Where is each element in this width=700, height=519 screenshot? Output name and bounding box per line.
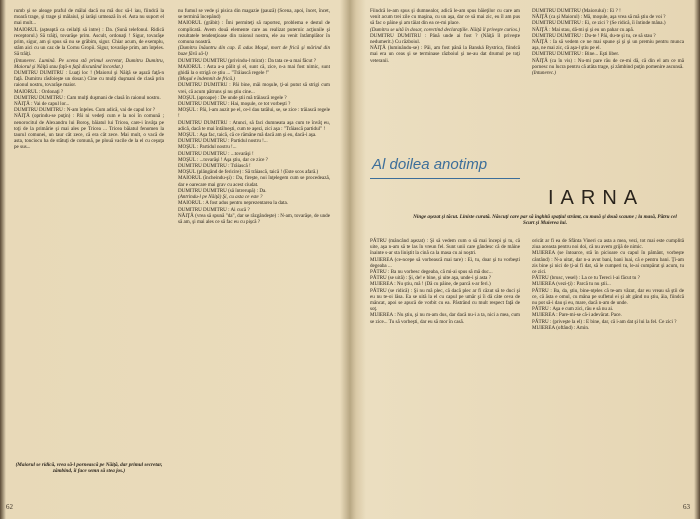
paragraph: rumb şi se aleage praful de mălai dacă nu mă duc să-l iau, fiindcă la moară trage, şi trage şi mălaiul, şi iarăşi urmează în el. Asta nu suport el mai mult... bbox=[14, 8, 164, 27]
paragraph: NĂIŢĂ : Ia să vedem ce ne mai spune şi şi şi un premiu pentru munca aşa, ne mai zic, că aşa-l ştiu pe el. bbox=[532, 39, 684, 52]
paragraph: MOŞUL (plângând de fericire) : Să trăiască, taică ! (Este scos afară.) bbox=[178, 169, 319, 176]
paragraph: oricât ar fi ea de Sfânta Vineri ca asta a mea, vezi, tot mai este cumplită ziua aceasta pentru noi doi, că nu avem grijă de nimic. bbox=[532, 238, 684, 251]
paragraph: MAIORUL : A fost adus pentru neprezentarea la data. bbox=[178, 200, 288, 207]
paragraph: NĂIŢĂ (ca în vis) : Nu-mi pare rău de ce-mi dă, că din el am ce mă pornesc nu lucra pentru că atâta trage, şi zâmbind puţin pomenire ascunsă. bbox=[532, 57, 684, 70]
right-column-3 bbox=[370, 238, 520, 325]
section-heading: Al doilea anotimp bbox=[372, 156, 488, 173]
page-number-left: 62 bbox=[6, 503, 13, 511]
paragraph: PĂTRU (brusc, vesel) : La ce tu Tereci l-ai făcut tu ? bbox=[532, 275, 640, 282]
paragraph: MUIEREA : Nu ştiu, mă ! (Dă cu pâine, de parcă s-ar feri.) bbox=[370, 281, 491, 288]
paragraph: (Intunerec. Lumină. Pe scena stă primul secretar, Dumitru Dumitru, Maiorul şi Năiţă stau faţă-n faţă discutând încordat.) bbox=[14, 57, 164, 70]
paragraph: (Antrindu-l pe Năiţă) Şi, cu asta ce este ? bbox=[178, 194, 263, 201]
paragraph: DUMITRU DUMITRU : Ei, ce zici ? (Se ridică, îi întinde mâna.) bbox=[532, 20, 666, 27]
paragraph: PĂTRU : Ba nu vorbesc degeaba, că mi-ai spus să mă duc... bbox=[370, 269, 493, 276]
paragraph: MOŞUL : ...tovarăşi ! Aşa ştiu, dar ce zice ? bbox=[178, 156, 268, 163]
paragraph: PĂTRU : (priveşte la el) : E bine, dar, că i-am dat şi lui la fel. Ce zici ? bbox=[532, 318, 677, 325]
paragraph: PĂTRU (se uită) : Şi, de! e bine, şi uite aşa, unde-i şi asta ? bbox=[370, 275, 491, 282]
right-column-4 bbox=[532, 238, 684, 331]
heading-rule bbox=[370, 178, 520, 179]
paragraph: MAIORUL : Asta a-a pălit şi el, sunt că, zice, n-a mai fost nimic, sunt ghidă la o strigă ce ştiu ... "Trăiască regele !" bbox=[178, 63, 330, 77]
paragraph: MOŞUL : Partidul nostru !... bbox=[178, 144, 237, 151]
right-column-1 bbox=[370, 8, 520, 64]
paragraph: MAIORUL (încheindu-şi) : Da, fireşte, noi înţelegem cum se procedează, dar e oarecare mai grav cu acest ciudat. bbox=[178, 175, 330, 188]
paragraph: DUMITRU DUMITRU : Păi bine, măi moşule, ţi-ai putut să strigi cum vrei, că acum pătruns şi nu ştiu cine... bbox=[178, 82, 330, 95]
paragraph: Fiindcă le-am spus şi dumnealor, adică le-am spus băieţilor cu care am venit acum trei zile cu maşina, cu un aşa, dar ce să mai zic, eu îl am pus să fac o pâine şi am tăiat din ea ce-mi place. bbox=[370, 8, 520, 27]
paragraph: nu fumul se vede şi pisica din magazie (pauză) (Scena, apoi, încet, încet, se termină începând) bbox=[178, 8, 330, 21]
paragraph: PĂTRU (mâncând aşezat) : Şi să vedem cum o să mai începi şi tu, că uite, aşa n-am să te las în vreun fel. Sunt unii care gândesc că de mâine înainte s-ar sta liniştit la cină ca la masa cu ai noştri. bbox=[370, 238, 520, 257]
paragraph: DUMITRU DUMITRU : ...tovarăşi ! bbox=[178, 150, 254, 157]
paragraph: (Dumitru se uită în dosar, corectind declaraţiile. Năiţă îl priveşte curios.) bbox=[370, 26, 520, 33]
paragraph: NĂIŢĂ : Vai de capul lor... bbox=[14, 101, 70, 108]
paragraph: MUIEREA : Pare-mi-se că-i adevărat. Pace. bbox=[532, 312, 622, 319]
paragraph: NĂIŢĂ (ca şi Maiorul) : Mă, moşule, aşa vrea să mă ştiu de voi ? bbox=[532, 14, 666, 21]
paragraph: DUMITRU DUMITRU : Trăiască ! bbox=[178, 163, 251, 170]
paragraph: DUMITRU DUMITRU : Partidul nostru !... bbox=[178, 138, 268, 145]
paragraph: (Intunerec.) bbox=[532, 70, 556, 77]
paragraph: MUIEREA (oftând) : Amin. bbox=[532, 324, 590, 331]
paragraph: MAIORUL : Ordonaţi ? bbox=[14, 88, 64, 95]
stage-direction: (Maiorul se ridică, vrea să-l pornească pe Năiţă, dar primul secretar, zâmbind, îi face semn să stea jos.) bbox=[15, 462, 163, 475]
paragraph: PĂTRU (se ridică) : Şi nu mă plec, că dacă plec ar fi căzut să te duci şi eu nu te-oi lăsa. Ea se uită la el cu capul pe umăr şi îi dă câte ceva de mâncat, apoi se apucă de vorbit cu ea. Păstrând cu mult respect faţă de soţ. bbox=[370, 287, 520, 313]
paragraph: MOŞUL (aproape) : De unde ştii mă trăiască regele ? bbox=[178, 94, 287, 101]
paragraph: (Dumitru înăuntru din cap. E adus Moşul, mort de frică şi mărind din buze fără să-l) bbox=[178, 45, 330, 58]
paragraph: NĂIŢĂ (oprindu-se puţin) : Păi ni vedeţi cum e la noi în comună ; nenorocitul de Alexandru lui Boroş, băiatul lui Tricea, care-i învăţa pe toţi de la primărie şi mai ales pe Tricea ... Tricea băiatul fenomen la taurul comunei, un taur cât zece, că era cât zece. Mai mult, o vacă de asta, tonciocu ha de stătuţi de comună, pe plouă vacile de la el cu ceşuţa pe sus... bbox=[14, 113, 164, 151]
paragraph: NĂIŢĂ (vrea să spună "da", dar se răzgândeşte) : N-am, tovarăşe, de unde să am, şi mai ales ce să fac eu cu pişcă ? bbox=[178, 212, 330, 225]
paragraph: (Moşul e îndemnit de frică.) bbox=[178, 76, 236, 83]
paragraph: MOŞUL : Păi, l-am auzit pe el, ce-l dau tatălui, se, se zice : trăiască regele ! bbox=[178, 107, 330, 120]
paragraph: MAIORUL (aşteaptă ca ceilalţi să intre) : Da. (Sună telefonul. Ridică receptorul.) Să trăiţi, tovarăşe prim. Ascult, ordonaţi ! Sigur, tovarăşe prim, sigur, am şi spus să nu se grăbim, sigur. Chiar acum, de exemplu, stăm aici cu un caz de la Cornu Gropii. Sigur, tovarăşe prim, am înţeles. Să trăiţi. bbox=[14, 26, 164, 58]
paragraph: DUMITRU DUMITRU : Luaţi loc ! (Maiorul şi Năiţă se aşază faţă-n faţă. Dumitru răsfoieşte un dosar.) Cine cu mulţi duşmani de clasă prin raionul nostru, tovarăşe maior. bbox=[14, 70, 164, 89]
paragraph: DUMITRU DUMITRU : Atunci, să faci dumneata aşa cum te învăţ eu, adică, dacă te mai întâlneşti, cum te aşezi, zici aşa : "Trăiască partidul" ! bbox=[178, 119, 330, 132]
right-page bbox=[350, 0, 700, 519]
paragraph: MUIEREA (ce-ncepe să vorbească mai tare) : Ei, tu, doar şi tu vorbeşti degeaba ... bbox=[370, 256, 520, 269]
right-column-2 bbox=[532, 8, 684, 76]
paragraph: MOŞUL : Aşa fac, taică, că ce rămâne mă dacă am şi eu, dacă-i aşa. bbox=[178, 132, 317, 139]
paragraph: DUMITRU DUMITRU (privindu-l mirat) : Da tata ce-a mai făcut ? bbox=[178, 57, 317, 64]
paragraph: PĂTRU : Aşa e cum zici, rău e să nu ai. bbox=[532, 306, 614, 313]
paragraph: DUMITRU DUMITRU : Du-te ! Păi, du-te şi tu, ce să stau ? bbox=[532, 32, 656, 39]
paragraph: PĂTRU : Ba, da, ştiu, bine-nţeles că te-am văzut, dar eu vreau să ştii de ce, că ăsta e omul, cu mâna pe sufletul ei şi alt gând nu ştiu, ăia, fiindcă nu pot să-i dau şi eu, mare, dacă n-am de unde. bbox=[532, 287, 684, 307]
page-number-right: 63 bbox=[683, 503, 690, 511]
paragraph: DUMITRU DUMITRU : Ai cucă ? bbox=[178, 206, 250, 213]
paragraph: DUMITRU DUMITRU : Hai, moşule, ce tot vorbeşti ? bbox=[178, 101, 291, 108]
paragraph: DUMITRU DUMITRU : Bine... Eşti liber. bbox=[532, 51, 620, 58]
paragraph: DUMITRU DUMITRU : Cam mulţi duşmani de clasă în raionul nostru. bbox=[14, 94, 161, 101]
paragraph: DUMITRU DUMITRU (să întrerupă) : Da. bbox=[178, 187, 267, 194]
paragraph: MUIEREA (vezi-ţi) : Parcă tu nu ştii... bbox=[532, 281, 611, 288]
act-title: IARNA bbox=[548, 187, 645, 209]
paragraph: DUMITRU DUMITRU (Maiorului) : Ei ? ! bbox=[532, 8, 621, 14]
left-column-1 bbox=[14, 8, 164, 151]
scene-intro: Ninge aşezat şi tăcut. Liniste curată. Născuţi care par să înghită spaţiul strâmt, cu masă şi două scaune ; la masă, Pătru cel Scurt şi Muierea lui. bbox=[413, 214, 677, 227]
paragraph: NĂIŢĂ (luminându-se) : Păi, am fost până la Banská Bystrica, fiindcă mai era un ceas şi se terminase războiul şi ne-au dat drumul pe toţi veteranii. bbox=[370, 45, 520, 64]
paragraph: MUIEREA (se întoarce, stă în picioare cu capul în pământ, vorbeşte cântând) : N-a uitat, dar n-a avut bani, bani luai, că e pentru bani. Ţi-am zis bine şi nici de ţi-ai fi dat, să le cumperi tu, le-ai cumpărat şi acum, tu ce zici. bbox=[532, 250, 684, 276]
paragraph: DUMITRU DUMITRU : N-am înţeles. Cum adică, vai de capul lor ? bbox=[14, 107, 156, 114]
paragraph: MAIORUL (grăbit) : Îmi permiteţi să raportez, problema e destul de complicată. Avem două elemente care au realizat puternic acţiunile şi rezultatele tendenţioase din raionul nostru, ele au venit întâmplător în comuna noastră. bbox=[178, 20, 330, 46]
paragraph: NĂIŢĂ : Mai stau, dă-mi şi şi eu un pahar cu apă. bbox=[532, 26, 634, 33]
paragraph: MUIEREA : Nu ştiu, şi nu m-am dus, dar dacă nu-i a ta, nici a mea, cum se zice... Tu să vorbeşti, dar eu să mor în casă. bbox=[370, 312, 520, 325]
paragraph: DUMITRU DUMITRU : Până unde ai fost ? (Năiţă îl priveşte nedumerit.) Cu războiul. bbox=[370, 32, 520, 46]
left-column-2 bbox=[178, 8, 330, 225]
